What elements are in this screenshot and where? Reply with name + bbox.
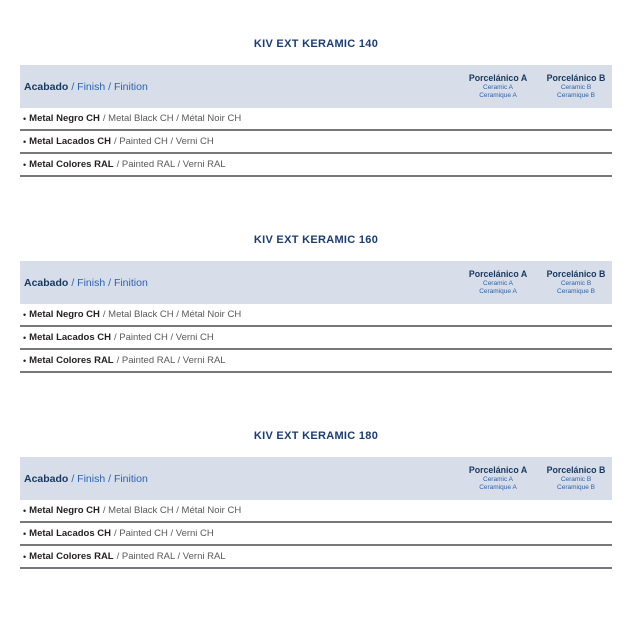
column-porcelanico-b: [542, 269, 610, 296]
table-header: [20, 457, 612, 500]
finish-header: [24, 277, 148, 289]
finish-name: Metal Negro CH: [29, 505, 100, 516]
column-title: Porcelánico B: [546, 464, 606, 475]
section-title: KIV EXT KERAMIC 140: [253, 38, 379, 50]
material-columns: [464, 73, 610, 100]
finish-name: Metal Colores RAL: [29, 355, 114, 366]
column-title: Porcelánico B: [546, 72, 606, 83]
bullet-icon: •: [23, 136, 27, 147]
finish-name: Metal Lacados CH: [29, 136, 111, 147]
finish-translations: / Painted CH / Verni CH: [113, 332, 214, 343]
table-header: [20, 261, 612, 304]
section-keramic-180: [20, 429, 612, 569]
finish-name: Metal Colores RAL: [29, 159, 114, 170]
column-subtitle-en: Ceramic A: [483, 279, 513, 287]
finish-name: Metal Negro CH: [29, 113, 100, 124]
column-subtitle-en: Ceramic A: [483, 475, 513, 483]
column-porcelanico-a: [464, 269, 532, 296]
column-title: Porcelánico A: [468, 268, 528, 279]
column-subtitle-en: Ceramic B: [560, 475, 592, 483]
finish-header-primary: Acabado: [24, 472, 69, 485]
material-columns: [464, 465, 610, 492]
table-header: [20, 65, 612, 108]
section-title: KIV EXT KERAMIC 180: [253, 430, 379, 442]
column-subtitle-fr: Ceramique A: [479, 91, 517, 99]
column-subtitle-en: Ceramic A: [483, 83, 513, 91]
finish-translations: / Metal Black CH / Métal Noir CH: [102, 309, 242, 320]
finish-header: [24, 473, 148, 485]
column-subtitle-en: Ceramic B: [560, 83, 592, 91]
finish-translations: / Painted RAL / Verni RAL: [116, 159, 226, 170]
finish-row-metal-colores: [20, 154, 612, 177]
column-subtitle-fr: Ceramique B: [557, 483, 595, 491]
column-subtitle-fr: Ceramique B: [557, 91, 595, 99]
finish-header-secondary: / Finish / Finition: [71, 276, 148, 289]
bullet-icon: •: [23, 113, 27, 124]
column-porcelanico-a: [464, 465, 532, 492]
finish-row-metal-colores: [20, 546, 612, 569]
material-columns: [464, 269, 610, 296]
finish-row-metal-lacados: [20, 327, 612, 350]
finish-translations: / Painted CH / Verni CH: [113, 136, 214, 147]
bullet-icon: •: [23, 505, 27, 516]
finish-header-secondary: / Finish / Finition: [71, 80, 148, 93]
bullet-icon: •: [23, 355, 27, 366]
section-keramic-140: [20, 37, 612, 177]
finish-row-metal-negro: [20, 304, 612, 327]
finish-header-primary: Acabado: [24, 80, 69, 93]
finish-header-primary: Acabado: [24, 276, 69, 289]
column-porcelanico-b: [542, 73, 610, 100]
column-title: Porcelánico B: [546, 268, 606, 279]
finish-rows: [20, 500, 612, 569]
finish-translations: / Painted RAL / Verni RAL: [116, 551, 226, 562]
finish-row-metal-lacados: [20, 131, 612, 154]
finish-translations: / Painted RAL / Verni RAL: [116, 355, 226, 366]
section-title: KIV EXT KERAMIC 160: [253, 234, 379, 246]
finish-translations: / Metal Black CH / Métal Noir CH: [102, 113, 242, 124]
finish-header-secondary: / Finish / Finition: [71, 472, 148, 485]
finish-translations: / Metal Black CH / Métal Noir CH: [102, 505, 242, 516]
column-title: Porcelánico A: [468, 464, 528, 475]
bullet-icon: •: [23, 551, 27, 562]
bullet-icon: •: [23, 528, 27, 539]
column-subtitle-fr: Ceramique A: [479, 483, 517, 491]
bullet-icon: •: [23, 159, 27, 170]
finish-name: Metal Colores RAL: [29, 551, 114, 562]
finish-rows: [20, 108, 612, 177]
column-subtitle-en: Ceramic B: [560, 279, 592, 287]
bullet-icon: •: [23, 309, 27, 320]
finish-row-metal-colores: [20, 350, 612, 373]
column-title: Porcelánico A: [468, 72, 528, 83]
finish-name: Metal Lacados CH: [29, 332, 111, 343]
finish-translations: / Painted CH / Verni CH: [113, 528, 214, 539]
column-subtitle-fr: Ceramique A: [479, 287, 517, 295]
column-porcelanico-b: [542, 465, 610, 492]
bullet-icon: •: [23, 332, 27, 343]
section-keramic-160: [20, 233, 612, 373]
finish-name: Metal Negro CH: [29, 309, 100, 320]
finish-rows: [20, 304, 612, 373]
finish-row-metal-negro: [20, 108, 612, 131]
finish-header: [24, 81, 148, 93]
column-porcelanico-a: [464, 73, 532, 100]
column-subtitle-fr: Ceramique B: [557, 287, 595, 295]
finish-row-metal-lacados: [20, 523, 612, 546]
finish-row-metal-negro: [20, 500, 612, 523]
finish-name: Metal Lacados CH: [29, 528, 111, 539]
